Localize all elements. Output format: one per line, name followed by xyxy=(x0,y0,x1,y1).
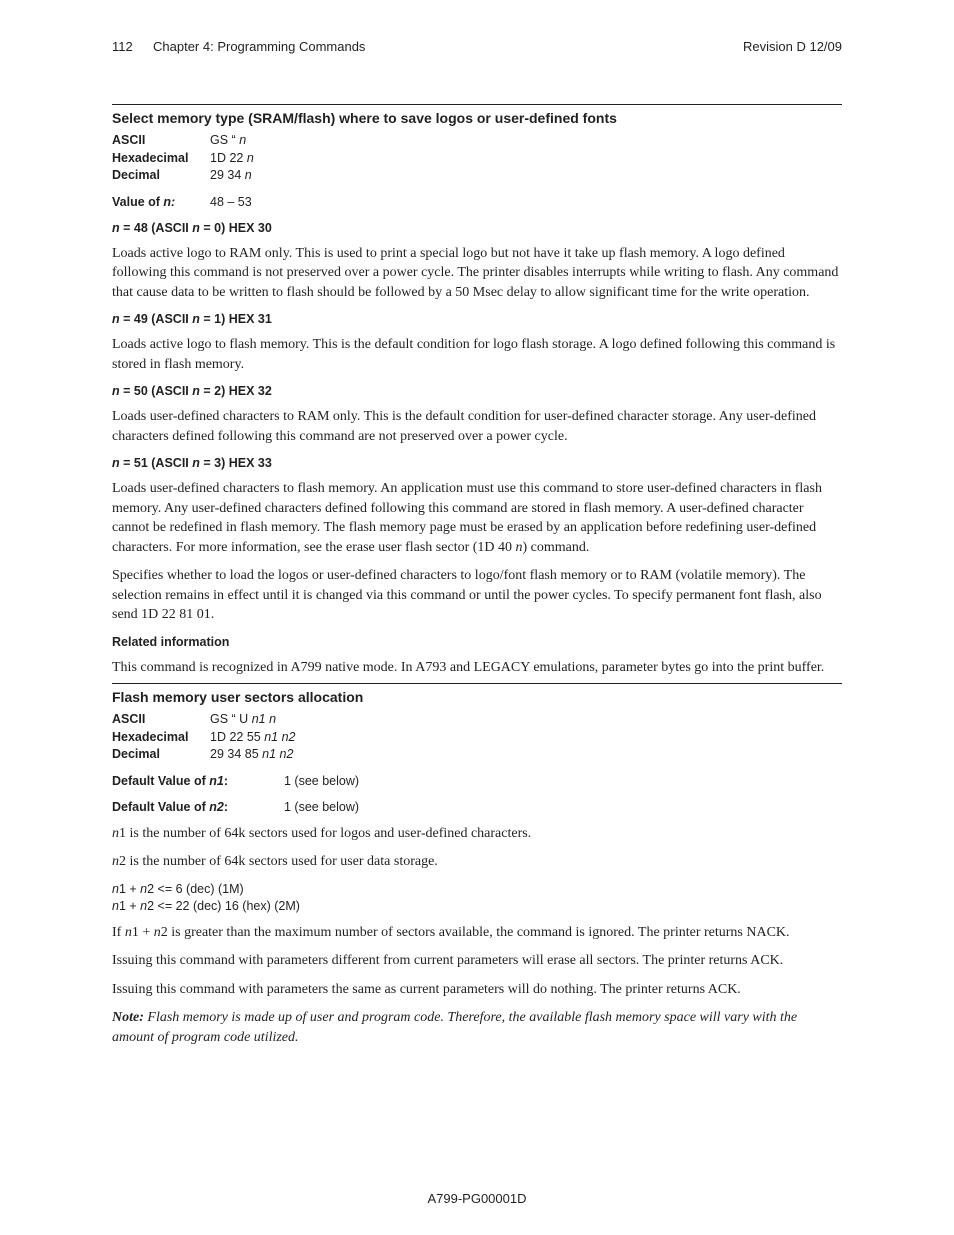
option-var: n xyxy=(112,384,120,398)
page-footer xyxy=(0,1191,954,1206)
formula-var: n xyxy=(112,881,119,896)
para-text: 1 + xyxy=(131,924,154,940)
default-label-param: n2 xyxy=(209,799,224,814)
param-var: n xyxy=(153,924,161,940)
formula-text: 1 + xyxy=(118,898,141,913)
option-heading-48 xyxy=(112,220,842,236)
note-paragraph xyxy=(112,1008,842,1047)
hex-code: 1D 22 xyxy=(210,150,244,165)
default-value-n1-row xyxy=(112,773,842,790)
hex-row xyxy=(112,729,842,747)
hex-value xyxy=(210,729,296,747)
option-description-49: Loads active logo to flash memory. This is the default condition for logo flash storage. A logo defined following this command is stored in flash memory. xyxy=(112,337,836,372)
note-text: Flash memory is made up of user and program code. Therefore, the available flash memory space will vary with the amount of program code utilized. xyxy=(112,1010,798,1045)
option-var: n xyxy=(192,456,200,470)
section-title: Select memory type (SRAM/flash) where to save logos or user-defined fonts xyxy=(112,110,617,126)
issuing-same-paragraph: Issuing this command with parameters the same as current parameters will do nothing. The printer returns ACK. xyxy=(112,981,741,997)
param-var: n xyxy=(112,854,119,869)
default-label-text: Default Value of xyxy=(112,773,210,788)
default-label-param: n1 xyxy=(209,773,224,788)
issuing-different-paragraph: Issuing this command with parameters different from current parameters will erase all sectors. The printer returns ACK. xyxy=(112,953,784,968)
value-range: 48 – 53 xyxy=(210,194,252,209)
ascii-value xyxy=(210,132,246,150)
option-text: = 51 (ASCII xyxy=(119,456,193,470)
section-divider xyxy=(112,104,842,105)
formula-text: 2 <= 6 (dec) (1M) xyxy=(147,881,244,896)
decimal-label: Decimal xyxy=(112,168,160,182)
hex-row xyxy=(112,150,842,168)
ascii-label: ASCII xyxy=(112,133,146,147)
decimal-value xyxy=(210,167,252,185)
option-var: n xyxy=(515,539,523,555)
option-text: = 48 (ASCII xyxy=(119,220,193,235)
option-var: n xyxy=(112,312,120,326)
document-number: A799-PG00001D xyxy=(427,1191,527,1206)
n2-description xyxy=(112,852,842,872)
revision-label: Revision D 12/09 xyxy=(743,39,842,54)
value-label-text: Value of xyxy=(112,194,164,209)
ascii-label: ASCII xyxy=(112,712,146,726)
option-text: = 0) HEX 30 xyxy=(199,220,272,235)
option-text: = 1) HEX 31 xyxy=(199,312,272,326)
default-label-colon: : xyxy=(223,799,229,814)
section-divider xyxy=(112,683,842,684)
option-text: ) command. xyxy=(522,539,590,555)
hex-label: Hexadecimal xyxy=(112,150,189,165)
option-description-48: Loads active logo to RAM only. This is used to print a special logo but not have it take up flash memory. A logo defined following this command is not preserved over a power cycle. The printer disables interrupts while writing to flash. Any command that cause data to be written to flash should be followed by a 50 Msec delay to allow significant time for the write operation. xyxy=(112,245,839,300)
related-info-text: This command is recognized in A799 native mode. In A793 and LEGACY emulations, parameter bytes go into the print buffer. xyxy=(112,659,825,675)
hex-code: 1D 22 55 xyxy=(210,729,261,744)
ascii-code: GS “ U xyxy=(210,712,249,726)
param-text: 1 is the number of 64k sectors used for logos and user-defined characters. xyxy=(119,825,532,841)
option-text: = 50 (ASCII xyxy=(119,384,193,398)
section-title: Flash memory user sectors allocation xyxy=(112,689,364,705)
ascii-row xyxy=(112,711,842,729)
option-var: n xyxy=(192,384,200,398)
option-var: n xyxy=(112,456,120,470)
default-value-n1: 1 (see below) xyxy=(284,773,360,788)
default-value-n1-label xyxy=(112,773,284,790)
formula-text: 1 + xyxy=(118,881,141,896)
para-text: If xyxy=(112,924,125,940)
decimal-code: 29 34 85 xyxy=(210,747,259,761)
formula-1m xyxy=(112,881,842,898)
ascii-code: GS “ xyxy=(210,133,236,147)
default-value-n2-row xyxy=(112,799,842,816)
default-label-colon: : xyxy=(223,773,229,788)
default-value-n2: 1 (see below) xyxy=(284,799,360,814)
default-value-n2-label xyxy=(112,799,284,816)
option-heading-51 xyxy=(112,455,842,471)
option-text: = 3) HEX 33 xyxy=(199,456,272,470)
param-var: n xyxy=(112,825,119,841)
ascii-param: n xyxy=(239,133,247,147)
decimal-code: 29 34 xyxy=(210,168,242,182)
ascii-param: n1 n xyxy=(251,712,277,726)
max-sectors-paragraph xyxy=(112,923,842,943)
param-var: n xyxy=(124,924,132,940)
note-label: Note: xyxy=(112,1010,144,1025)
option-text: = 2) HEX 32 xyxy=(199,384,272,398)
command-syntax-table xyxy=(112,711,842,764)
sector-formulas xyxy=(112,881,842,915)
value-label-param: n: xyxy=(163,194,176,209)
option-description-50: Loads user-defined characters to RAM only. This is the default condition for user-defined character storage. Any user-defined characters defined following this command are not preserved over a power cycle. xyxy=(112,409,816,444)
para-text: 2 is greater than the maximum number of sectors available, the command is ignored. The printer returns NACK. xyxy=(160,924,790,940)
ascii-row xyxy=(112,132,842,150)
ascii-value xyxy=(210,711,276,729)
hex-param: n xyxy=(246,150,254,165)
option-var: n xyxy=(192,220,200,235)
decimal-row xyxy=(112,167,842,185)
formula-text: 2 <= 22 (dec) 16 (hex) (2M) xyxy=(147,898,300,913)
page-content xyxy=(112,104,842,1056)
specifies-paragraph: Specifies whether to load the logos or user-defined characters to logo/font flash memory or to RAM (volatile memory). The selection remains in effect until it is changed via this command or until the power cycles. To specify permanent font flash, also send 1D 22 81 01. xyxy=(112,568,822,622)
formula-var: n xyxy=(112,898,119,913)
value-range-label xyxy=(112,194,210,211)
decimal-label: Decimal xyxy=(112,747,160,761)
hex-label: Hexadecimal xyxy=(112,729,189,744)
n1-description xyxy=(112,824,842,844)
decimal-row xyxy=(112,746,842,764)
formula-var: n xyxy=(140,881,148,896)
default-label-text: Default Value of xyxy=(112,799,210,814)
hex-value xyxy=(210,150,254,168)
hex-param: n1 n2 xyxy=(264,729,296,744)
command-syntax-table xyxy=(112,132,842,185)
option-text: = 49 (ASCII xyxy=(119,312,193,326)
decimal-value xyxy=(210,746,293,764)
formula-var: n xyxy=(140,898,148,913)
decimal-param: n1 n2 xyxy=(262,747,294,761)
decimal-param: n xyxy=(244,168,252,182)
page-number: 112 xyxy=(112,39,133,54)
option-var: n xyxy=(192,312,200,326)
option-var: n xyxy=(112,220,120,235)
chapter-title: Chapter 4: Programming Commands xyxy=(153,39,366,54)
value-range-row xyxy=(112,194,842,211)
formula-2m xyxy=(112,898,842,915)
option-heading-50 xyxy=(112,383,842,399)
option-heading-49 xyxy=(112,311,842,327)
related-info-heading: Related information xyxy=(112,634,230,649)
option-text: Loads user-defined characters to flash memory. An application must use this command to store user-defined characters in flash memory. Any user-defined characters defined following this command are stored in flash memory. A user-defined character cannot be redefined in flash memory. The flash memory page must be erased by an application before redefining user-defined characters. For more information, see the erase user flash sector (1D 40 xyxy=(112,481,822,555)
param-text: 2 is the number of 64k sectors used for user data storage. xyxy=(119,854,438,869)
option-description-51 xyxy=(112,479,842,557)
